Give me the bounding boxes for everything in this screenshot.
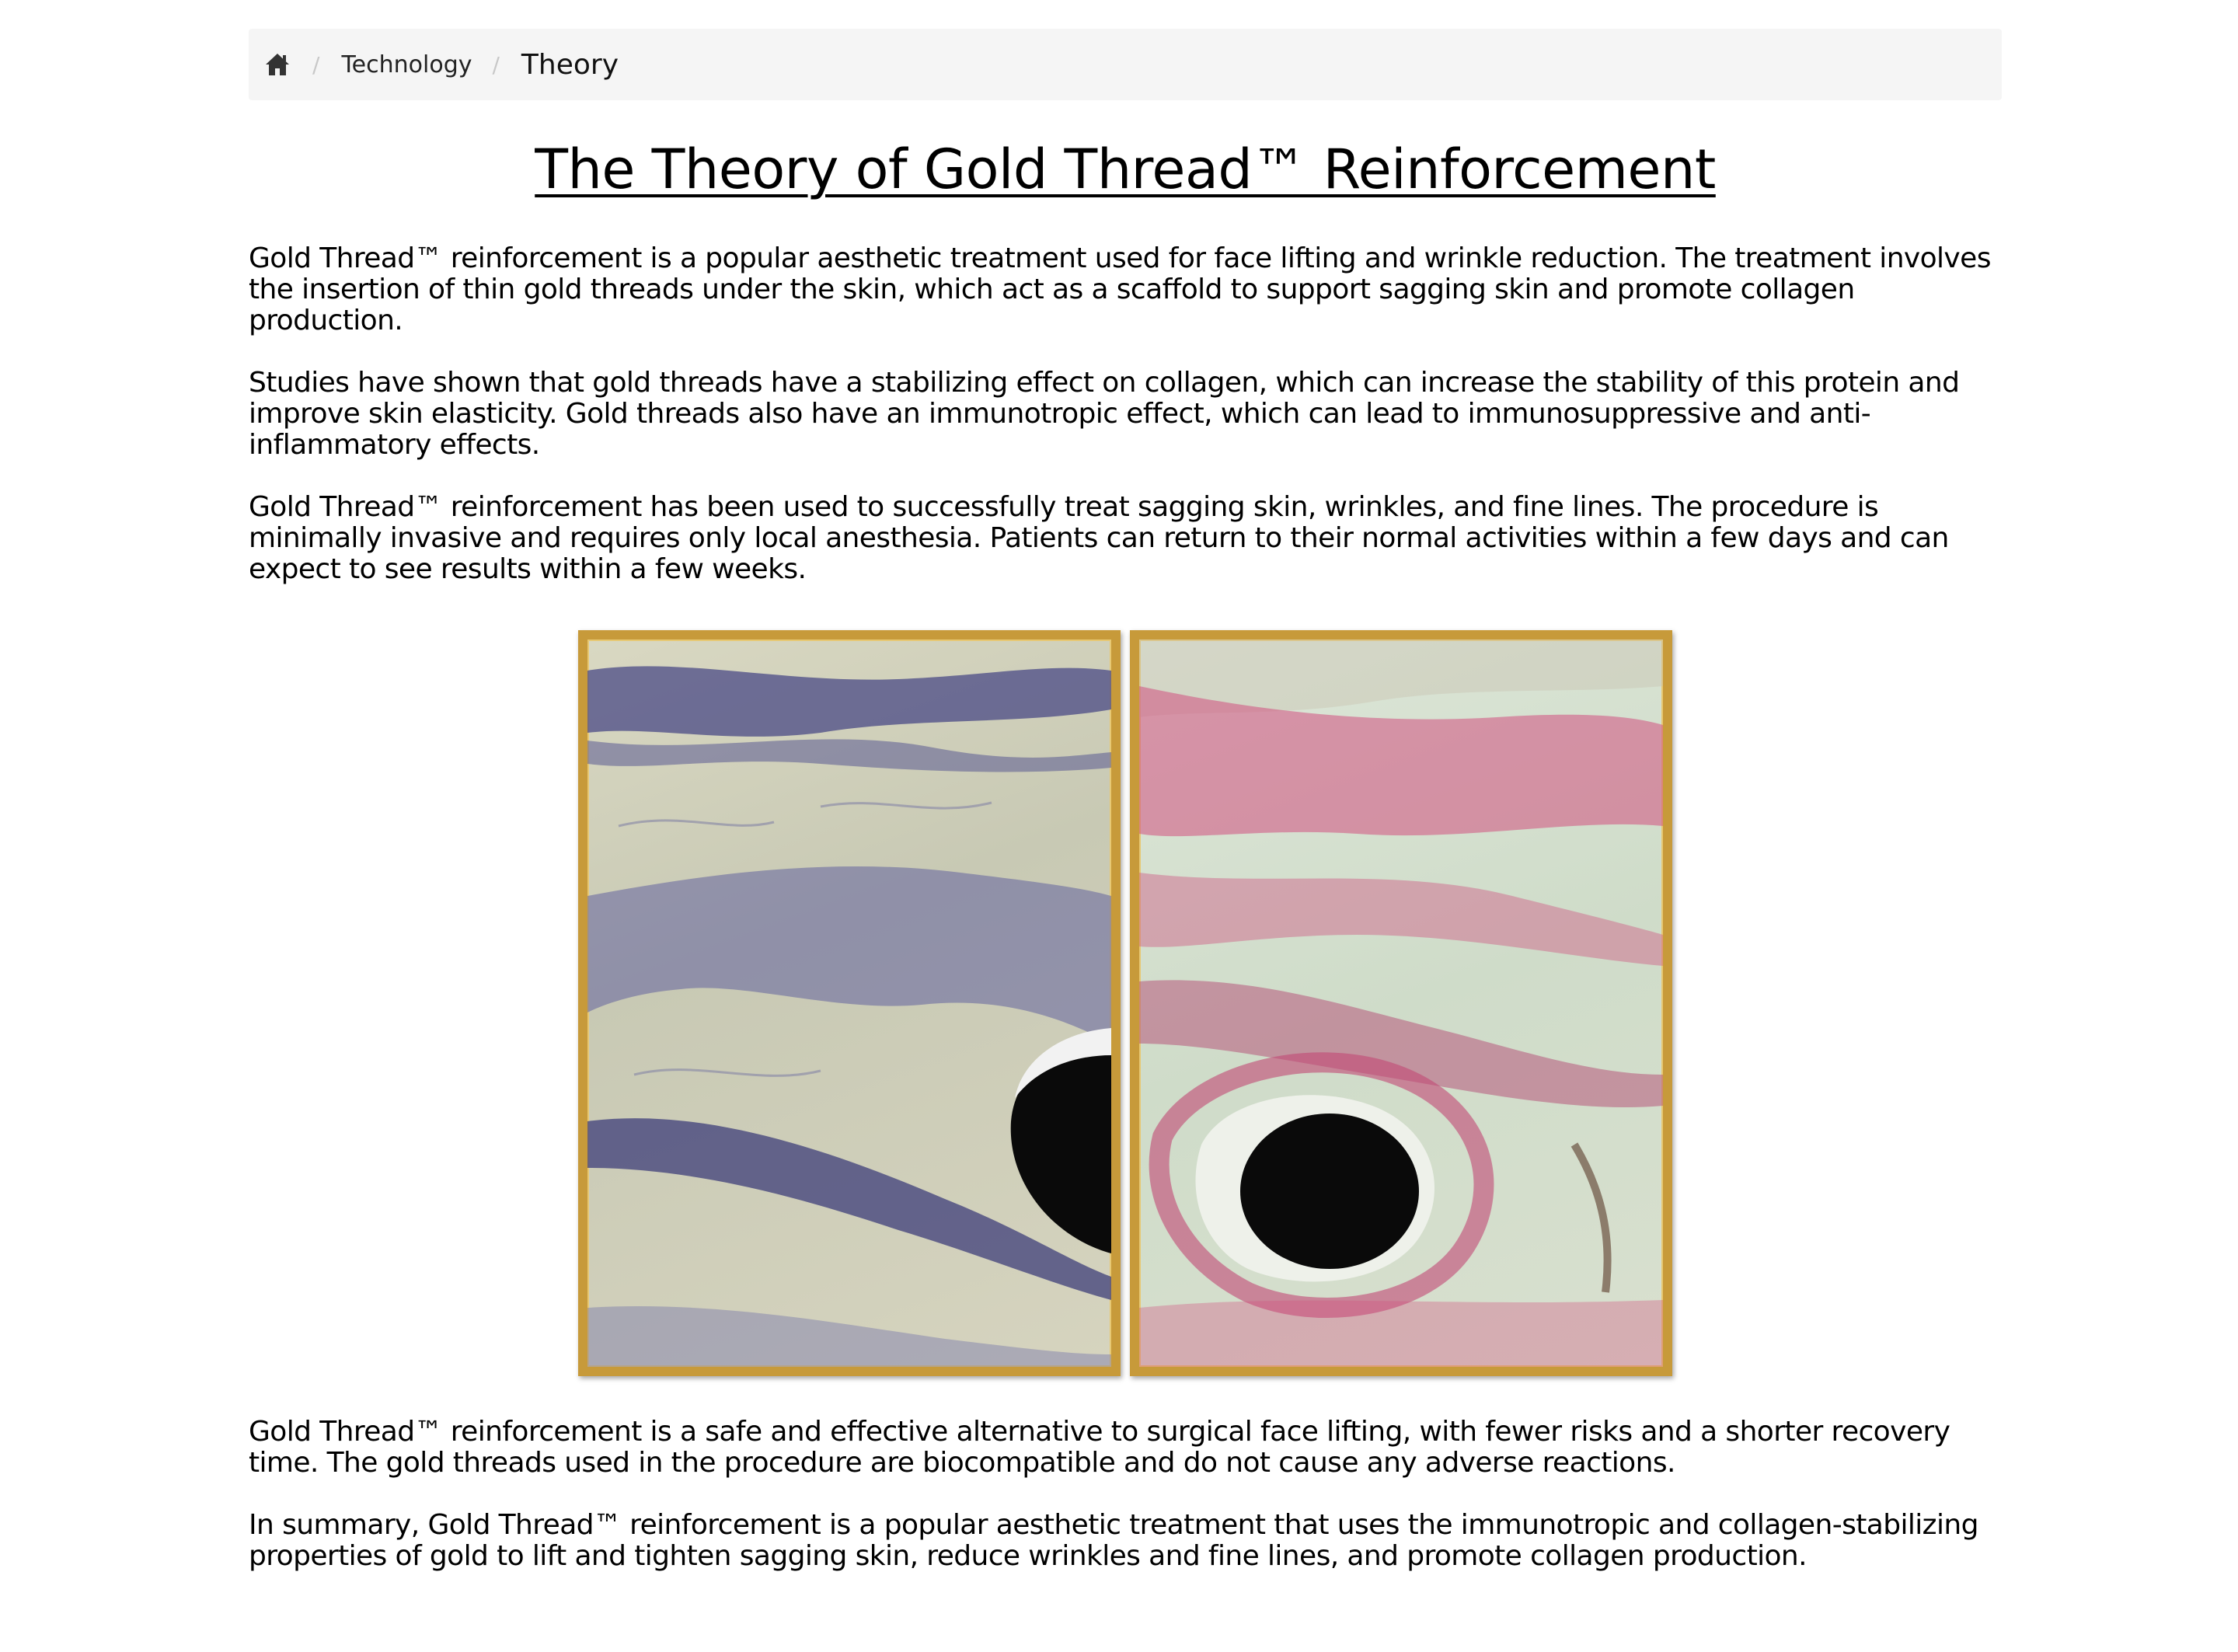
studies-paragraph: Studies have shown that gold threads have a stabilizing effect on collagen, which can increase the stability of this protein and improve skin elasticity. Gold threads also have an immunotropic effect, which can lead to immunosuppressive and anti-inflammatory effects. bbox=[249, 367, 1960, 461]
safety-paragraph: Gold Thread™ reinforcement is a safe and effective alternative to surgical face lifting, with fewer risks and a shorter recovery time. The gold threads used in the procedure are biocompatible and do not cause any adverse reactions. bbox=[249, 1416, 1950, 1479]
breadcrumb bbox=[249, 29, 2002, 100]
intro-paragraph: Gold Thread™ reinforcement is a popular aesthetic treatment used for face lifting and wrinkle reduction. The treatment involves the insertion of thin gold threads under the skin, which act as a scaffold to support sagging skin and promote collagen production. bbox=[249, 242, 1991, 336]
histology-image-blue-stain bbox=[578, 630, 1121, 1376]
breadcrumb-separator: / bbox=[312, 51, 320, 78]
histology-image-pink-stain bbox=[1130, 630, 1672, 1376]
summary-paragraph: In summary, Gold Thread™ reinforcement is a popular aesthetic treatment that uses the immunotropic and collagen-stabilizing properties of gold to lift and tighten sagging skin, reduce wrinkles and fine lines, and promote collagen production. bbox=[249, 1509, 1978, 1572]
treatment-paragraph: Gold Thread™ reinforcement has been used to successfully treat sagging skin, wrinkles, and fine lines. The procedure is minimally invasive and requires only local anesthesia. Patients can return to their normal activities within a few days and can expect to see results within a few weeks. bbox=[249, 491, 1949, 585]
breadcrumb-current: Theory bbox=[521, 48, 619, 81]
home-icon[interactable] bbox=[264, 51, 292, 78]
breadcrumb-technology-link[interactable]: Technology bbox=[341, 51, 472, 78]
breadcrumb-separator: / bbox=[492, 51, 500, 78]
page-content bbox=[249, 29, 2002, 1572]
histology-figure bbox=[249, 630, 2002, 1379]
page-title: The Theory of Gold Thread™ Reinforcement bbox=[535, 138, 1716, 201]
